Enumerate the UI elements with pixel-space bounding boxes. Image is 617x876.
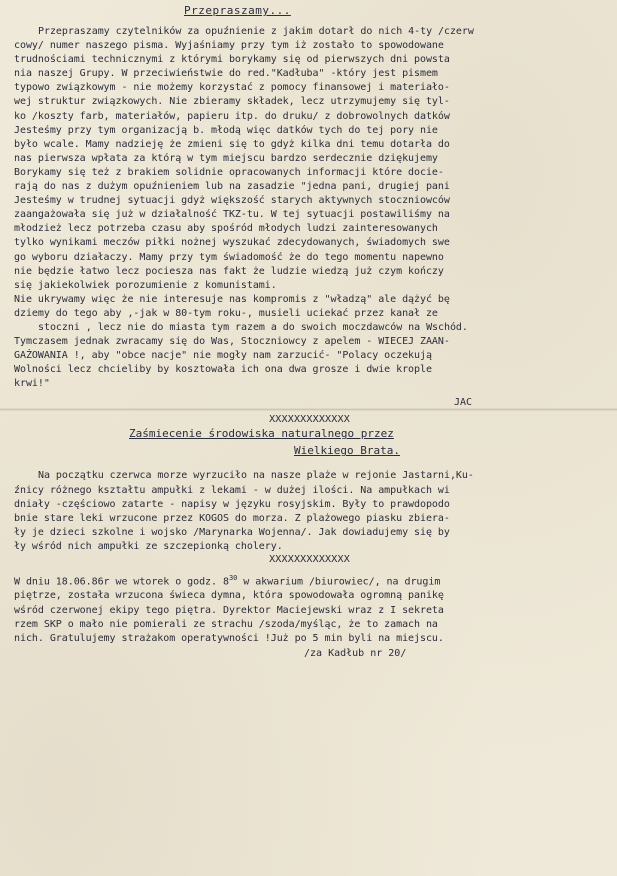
text-line: nich. Gratulujemy strażakom operatywności !Już po 5 min byli na miejscu. <box>14 632 444 644</box>
text-line: wej struktur związkowych. Nie zbieramy składek, lecz utrzymujemy się tyl- <box>14 96 450 108</box>
text-line: typowo związkowym - nie możemy korzystać z pomocy finansowej i materiało- <box>14 82 450 94</box>
article-smoke-body <box>14 571 605 646</box>
text-line: rają do nas z dużym opuźnieniem lub na zasadzie "jedna pani, drugiej pani <box>14 181 450 193</box>
text-line <box>14 571 605 589</box>
text-fragment: W dniu 18.06.86r we wtorek o godz. 8 <box>14 576 229 588</box>
text-line: ły wśród nich ampułki ze szczepionką cholery. <box>14 540 283 552</box>
author-signature: JAC <box>454 397 473 409</box>
text-line: Przepraszamy czytelników za opuźnienie z jakim dotarł do nich 4-ty /czerw <box>38 26 474 37</box>
text-line: źnicy różnego kształtu ampułki z lekami - w dużej ilości. Na ampułkach wi <box>14 484 450 496</box>
text-line: dziemy do tego aby ,-jak w 80-tym roku-, musieli uciekać przez kanał ze <box>14 307 438 319</box>
text-line: się jakiekolwiek porozumienie z komunistami. <box>14 279 277 291</box>
section-separator: XXXXXXXXXXXXX <box>269 554 350 565</box>
text-line: dniały -częściowo zatarte - napisy w języku rosyjskim. Były to prawdopodo <box>14 498 450 510</box>
article-apology-body <box>14 25 605 391</box>
text-line: Jesteśmy w trudnej sytuacji gdyż większość starych aktywnych stoczniowców <box>14 195 450 207</box>
text-line: tylko wynikami meczów piłki nożnej wyszukać zdecydowanych, świadomych swe <box>14 237 450 249</box>
section-separator: XXXXXXXXXXXXX <box>269 414 350 426</box>
text-line: zaangażowała się już w działalność TKZ-tu. W tej sytuacji postawiliśmy na <box>14 209 450 221</box>
text-line: Nie ukrywamy więc że nie interesuje nas kompromis z "władzą" ale dążyć bę <box>14 293 450 305</box>
text-line: Wolności lecz chcieliby by kosztowała ich ona dwa grosze i dwie krople <box>14 364 432 376</box>
paper-fold-crease <box>0 408 617 411</box>
article-pollution-body <box>14 469 605 554</box>
text-line: krwi!" <box>14 378 50 390</box>
text-line: ko /koszty farb, materiałów, papieru itp. do druku/ z dobrowolnych datków <box>14 110 450 122</box>
text-line: trudnościami technicznymi z którymi borykamy się od pierwszych dni powsta <box>14 54 450 66</box>
text-line: bnie stare leki wrzucone przez KOGOS do morza. Z plażowego piasku zbiera- <box>14 512 450 524</box>
source-citation: /za Kadłub nr 20/ <box>304 647 407 659</box>
text-line: rzem SKP o mało nie pomierali ze strachu /szoda/myśląc, że to zamach na <box>14 618 438 630</box>
text-line: było wcale. Mamy nadzieję że zmieni się to gdyż kilka dni temu dotarła do <box>14 138 450 150</box>
text-line: Na początku czerwca morze wyrzuciło na nasze plaże w rejonie Jastarni,Ku- <box>38 470 474 482</box>
text-line: cowy/ numer naszego pisma. Wyjaśniamy przy tym iż zostało to spowodowane <box>14 40 444 52</box>
text-line: wśród czerwonej ekipy tego piętra. Dyrektor Maciejewski wraz z I sekreta <box>14 604 444 616</box>
text-line: nas pierwsza wpłata za którą w tym miejscu bardzo serdecznie dziękujemy <box>14 152 438 164</box>
text-line: Jesteśmy przy tym organizacją b. młodą więc datków tych do tej pory nie <box>14 124 438 136</box>
text-line: Tymczasem jednak zwracamy się do Was, Stoczniowcy z apelem - WIECEJ ZAAN- <box>14 336 450 348</box>
article-title-pollution <box>14 425 605 459</box>
text-line: nie będzie łatwo lecz pociesza nas fakt że ludzie wiedzą już czym kończy <box>14 265 444 277</box>
article-title-line: Wielkiego Brata. <box>294 444 400 458</box>
text-fragment: w akwarium /biurowiec/, na drugim <box>237 576 441 588</box>
text-line: Borykamy się też z brakiem solidnie opracowanych informacji które docie- <box>14 166 444 178</box>
text-line: GAŻOWANIA !, aby "obce nacje" nie mogły nam zarzucić- "Polacy oczekują <box>14 350 432 362</box>
text-line: stoczni , lecz nie do miasta tym razem a do swoich moczdawców na Wschód. <box>38 321 468 333</box>
text-line: piętrze, została wrzucona świeca dymna, która spowodowała ogromną panikę <box>14 590 444 602</box>
text-line: nia naszej Grupy. W przeciwieństwie do red."Kadłuba" -który jest pismem <box>14 68 438 80</box>
time-minutes: 30 <box>228 574 238 582</box>
article-title-line: Zaśmiecenie środowiska naturalnego przez <box>129 427 394 441</box>
text-line: ły je dzieci szkolne i wojsko /Marynarka Wojenna/. Jak dowiadujemy się by <box>14 526 450 538</box>
article-title-apology: Przepraszamy... <box>184 4 291 17</box>
text-line: go wyboru działaczy. Mamy przy tym świadomość że do tego momentu napewno <box>14 251 444 263</box>
text-line: młodzież lecz potrzeba czasu aby spośród młodych ludzi zainteresowanych <box>14 223 438 235</box>
